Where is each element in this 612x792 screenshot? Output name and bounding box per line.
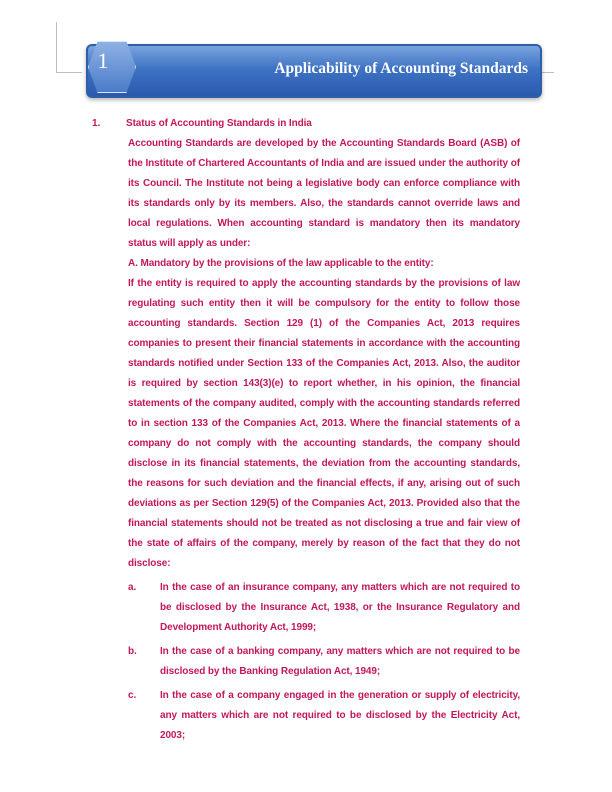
document-body [92, 114, 520, 746]
section-number: 1. [92, 118, 101, 129]
list-text: In the case of a company engaged in the generation or supply of electricity, any matters which are not required to be disclosed by the Electricity Act, 2003; [160, 690, 520, 741]
margin-mark-horizontal [56, 72, 82, 73]
list-marker: c. [128, 690, 137, 701]
list-text: In the case of an insurance company, any matters which are not required to be disclosed by the Insurance Act, 1938, or the Insurance Regulatory and Development Authority Act, 1999; [160, 582, 520, 633]
chapter-title: Applicability of Accounting Standards [274, 60, 528, 77]
chapter-number: 1 [97, 48, 109, 73]
subsection-heading: A. Mandatory by the provisions of the law applicable to the entity: [128, 258, 434, 269]
section-intro-paragraph: Accounting Standards are developed by the Accounting Standards Board (ASB) of the Institute of Chartered Accountants of India and are issued under the authority of its Council. The Institute not being a legislative body can enforce compliance with its standards only by its members. Also, the standards cannot override laws and local regulations. When accounting standard is mandatory then its mandatory status will apply as under: [128, 138, 520, 249]
list-item [128, 642, 520, 682]
subsection-body-paragraph: If the entity is required to apply the accounting standards by the provisions of law regulating such entity then it will be compulsory for the entity to follow those accounting standards. Section 129 (1) of the Companies Act, 2013 requires companies to present their financial statements in accordance with the accounting standards notified under Section 133 of the Companies Act, 2013. Also, the auditor is required by section 143(3)(e) to report whether, in his opinion, the financial statements of the company audited, comply with the accounting standards referred to in section 133 of the Companies Act, 2013. Where the financial statements of a company do not comply with the accounting standards, the company should disclose in its financial statements, the deviation from the accounting standards, the reasons for such deviation and the financial effects, if any, arising out of such deviations as per Section 129(5) of the Companies Act, 2013. Provided also that the financial statements should not be treated as not disclosing a true and fair view of the state of affairs of the company, merely by reason of the fact that they do not disclose: [128, 278, 520, 569]
list-marker: b. [128, 646, 137, 657]
section-title: Status of Accounting Standards in India [126, 118, 312, 129]
list-marker: a. [128, 582, 137, 593]
section-heading [92, 114, 520, 134]
list-item [128, 686, 520, 746]
margin-mark-right [540, 72, 554, 73]
margin-mark-vertical [56, 22, 57, 72]
list-text: In the case of a banking company, any matters which are not required to be disclosed by the Banking Regulation Act, 1949; [160, 646, 520, 677]
list-item [128, 578, 520, 638]
